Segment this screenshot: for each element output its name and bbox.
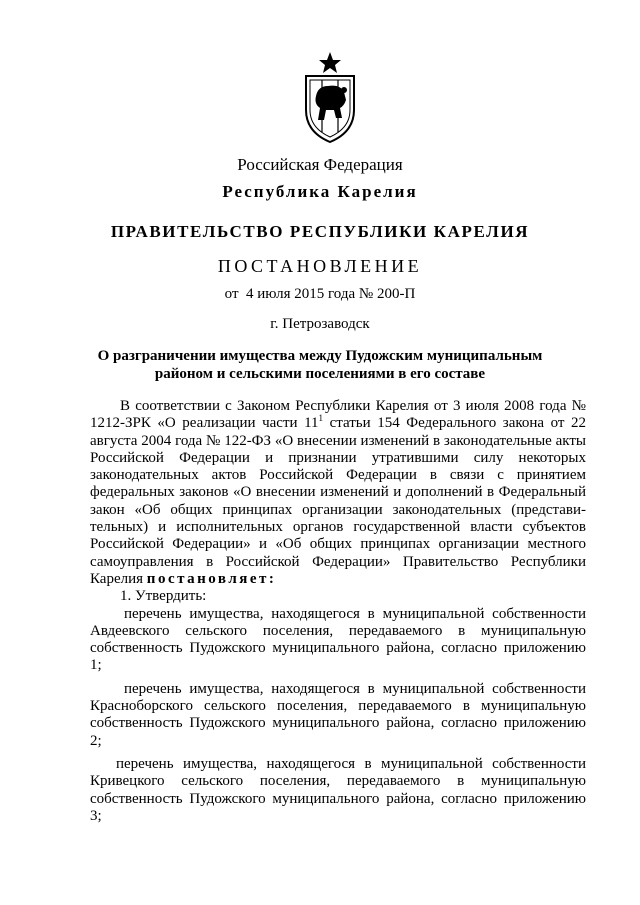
government-name: ПРАВИТЕЛЬСТВО РЕСПУБЛИКИ КАРЕЛИЯ xyxy=(110,222,530,241)
republic-name: Республика Карелия xyxy=(222,182,418,201)
document-title-line-1: О разграничении имущества между Пудожским муниципальным xyxy=(97,348,543,364)
list-item-1: перечень имущества, находящегося в муниципальной собственности Авдеевского сельского поселения, передаваемого в муниципальную собственность Пудожского муниципального района, согласно приложению 1; xyxy=(90,605,586,674)
list-item-3: перечень имущества, находящегося в муниципальной собственности Кривецкого сельского поселения, передаваемого в муниципальную собственность Пудожского муниципального района, согласно приложению 3; xyxy=(90,755,586,824)
preamble-superscript: 1 xyxy=(318,413,324,424)
item-1: 1. Утвердить: xyxy=(120,588,207,605)
preamble-paragraph xyxy=(90,398,586,588)
country-name: Российская Федерация xyxy=(237,155,403,174)
document-city: г. Петрозаводск xyxy=(270,316,370,332)
list-item-2: перечень имущества, находящегося в муниципальной собственности Красноборского сельского поселения, передаваемого в муниципальную собственность Пудожского муниципального района, согласно приложению 2; xyxy=(90,680,586,749)
preamble-text-1: В соответствии с Законом Республики Карелия от 3 июля 2008 года № 1212-ЗРК «О реализации части 11 xyxy=(90,398,586,432)
document-type: ПОСТАНОВЛЕНИЕ xyxy=(217,256,423,276)
document-date: от 4 июля 2015 года № 200-П xyxy=(224,286,416,302)
document-title xyxy=(0,347,640,383)
preamble-text-2: статьи 154 Федерального закона от 22 августа 2004 года № 122-ФЗ «О внесении изменений в законодательные акты Российской Федерации и признании утратившими силу некоторых законодательных актов Российской Федерации в связи с принятием федеральных законов «О внесении изменений и дополнений в Федеральный закон «Об общих принципах организации законодательных (представи-тельных) и исполнительных органов государственной власти субъектов Российской Федерации» и «Об общих принципах организации местного самоуправления в Российской Федерации» Правительство Республики Карелия xyxy=(90,415,586,587)
document-body xyxy=(90,398,586,825)
document-title-line-2: районом и сельскими поселениями в его составе xyxy=(154,366,486,382)
karelia-coat-of-arms-icon xyxy=(300,52,360,144)
decree-word: постановляет: xyxy=(146,570,277,587)
